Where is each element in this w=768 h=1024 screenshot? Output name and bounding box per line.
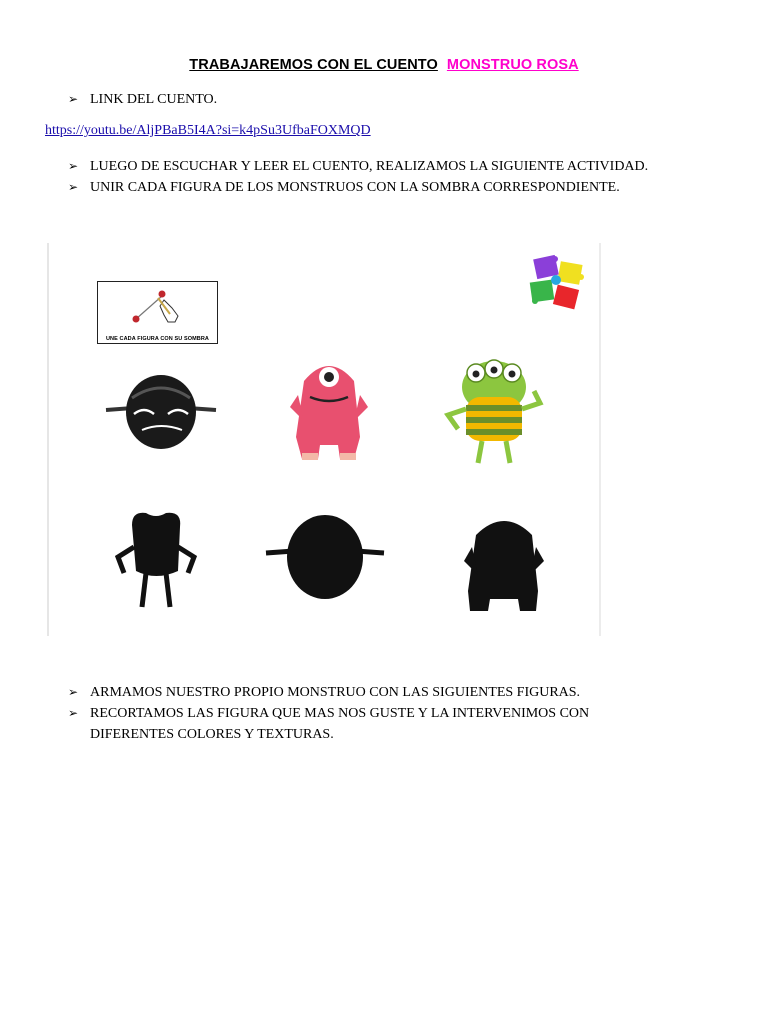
bullet-link-label (68, 89, 708, 110)
title-main: TRABAJAREMOS CON EL CUENTO (189, 57, 438, 73)
puzzle-icon (525, 249, 595, 319)
instruction-card (97, 281, 218, 344)
bullet-instruction-2 (68, 177, 708, 198)
story-video-link[interactable]: https://youtu.be/AljPBaB5I4A?si=k4pSu3UfbaFOXMQD (45, 123, 371, 138)
card-caption: UNE CADA FIGURA CON SU SOMBRA (105, 336, 210, 342)
bullet-build-monster (68, 682, 708, 703)
green-monster-figure (444, 353, 544, 465)
bullet-text: UNIR CADA FIGURA DE LOS MONSTRUOS CON LA SOMBRA CORRESPONDIENTE. (90, 180, 620, 195)
title-story-name: MONSTRUO ROSA (446, 57, 579, 73)
bullet-instruction-1 (68, 156, 708, 177)
pink-monster-figure (284, 351, 374, 463)
activity-image (47, 243, 601, 636)
arrow-bullet-icon: ➢ (68, 159, 79, 173)
arrow-bullet-icon: ➢ (68, 685, 79, 699)
bullet-cut-figures (68, 703, 708, 745)
page-title (0, 57, 768, 73)
black-monster-shadow (264, 513, 386, 603)
arrow-bullet-icon: ➢ (68, 706, 79, 720)
bullet-text: RECORTAMOS LAS FIGURA QUE MAS NOS GUSTE Y LA INTERVENIMOS CON DIFERENTES COLORES Y TEXTURAS. (90, 706, 590, 742)
bullet-text: LUEGO DE ESCUCHAR Y LEER EL CUENTO, REALIZAMOS LA SIGUIENTE ACTIVIDAD. (90, 159, 649, 174)
bullet-text: ARMAMOS NUESTRO PROPIO MONSTRUO CON LAS SIGUIENTES FIGURAS. (90, 685, 581, 700)
bullet-text: LINK DEL CUENTO. (90, 92, 218, 107)
green-monster-shadow (114, 511, 199, 609)
drawing-hand-icon (98, 282, 216, 332)
arrow-bullet-icon: ➢ (68, 180, 79, 194)
black-monster-figure (104, 368, 219, 458)
arrow-bullet-icon: ➢ (68, 92, 79, 106)
pink-monster-shadow (454, 505, 554, 613)
